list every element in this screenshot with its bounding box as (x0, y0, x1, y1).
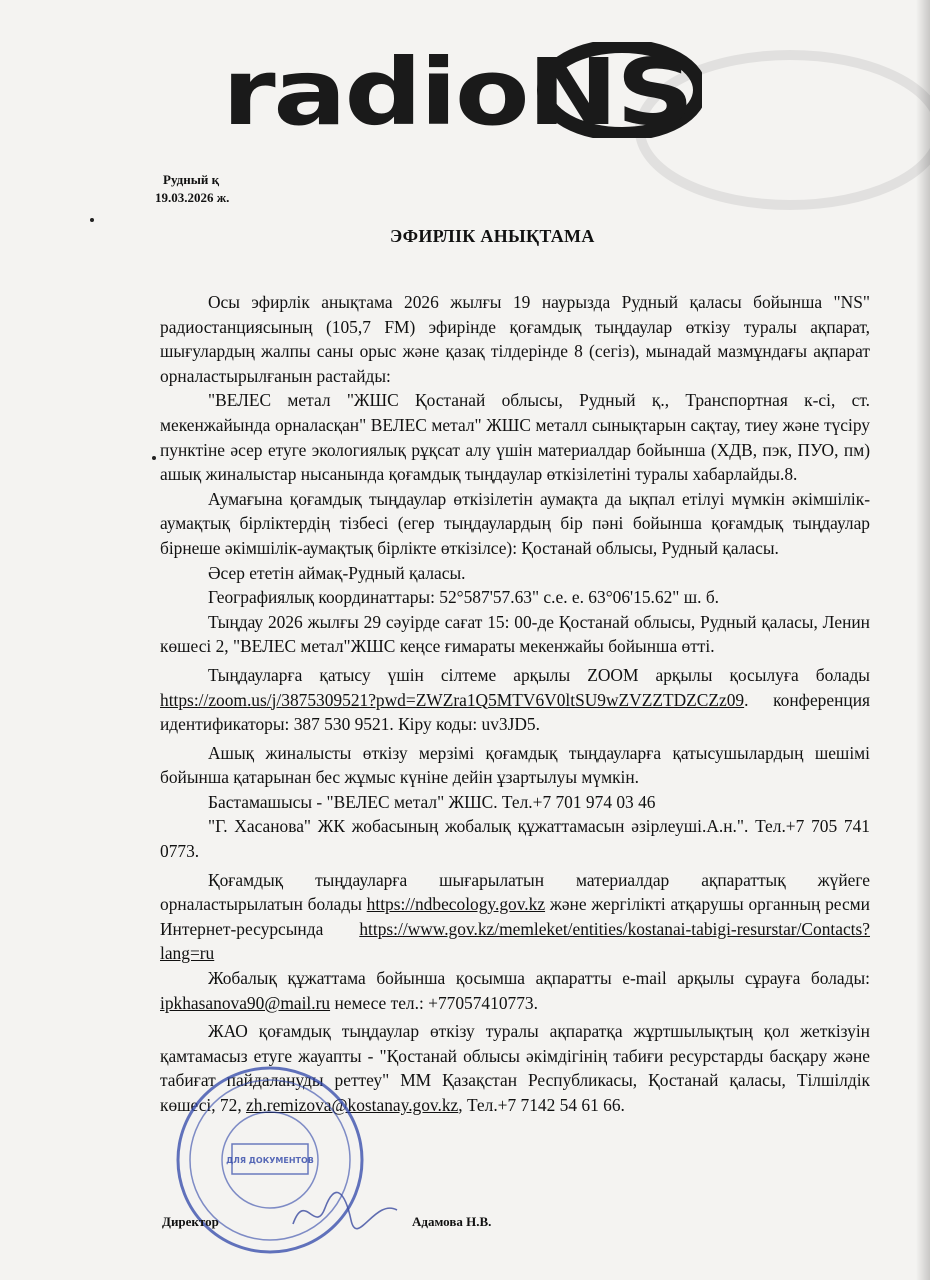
signer-name: Адамова Н.В. (412, 1214, 492, 1229)
ndbecology-link[interactable]: https://ndbecology.gov.kz (366, 894, 546, 915)
paragraph-impact-zone: Әсер ететін аймақ-Рудный қаласы. (208, 562, 466, 583)
paragraph-extension: Ашық жиналысты өткізу мерзімі қоғамдық тыңдауларға қатысушылардың шешімі бойынша қатарынан бес жұмыс күніне дейін ұзартылуы мүмкін. (160, 742, 870, 788)
document-title: ЭФИРЛІК АНЫҚТАМА (390, 226, 595, 246)
scan-speck (152, 456, 156, 460)
issue-city: Рудный қ (163, 172, 220, 187)
zoom-link[interactable]: https://zoom.us/j/3875309521?pwd=ZWZra1Q5MTV6V0ltSU9wZVZZTDZCZz09 (160, 689, 745, 710)
email-request-text-a: Жобалық құжаттама бойынша қосымша ақпаратты e-mail арқылы сұрауға болады: (208, 968, 870, 989)
paragraph-materials (160, 868, 870, 966)
document-body (160, 290, 870, 1118)
paragraph-hearing-time: Тыңдау 2026 жылғы 29 сәуірде сағат 15: 00-де Қостанай облысы, Рудный қаласы, Ленин көшесі 2, "ВЕЛЕС метал"ЖШС кеңсе ғимараты мекенжайы бойынша өтті. (160, 611, 870, 657)
director-signature (285, 1180, 405, 1240)
email-request-text-b: немесе тел.: +77057410773. (334, 992, 538, 1013)
signer-position: Директор (162, 1214, 219, 1229)
paragraph-intro: Осы эфирлік анықтама 2026 жылғы 19 наурызда Рудный қаласы бойынша "NS" радиостанциясының (105,7 FM) эфирінде қоғамдық тыңдаулар өткізу туралы ақпарат, шығулардың жалпы саны орыс және қазақ тілдерінде 8 (сегіз), мынадай мазмұндағы ақпарат орналастырылғанын растайды: (160, 292, 870, 386)
responsible-text-a: ЖАО қоғамдық тыңдаулар өткізу туралы ақпаратқа жұртшылықтың қол жеткізуін қамтамасыз етуге жауапты - "Қостанай облысы әкімдігінің табиғи ресурстарды басқару және табиғат пайдалануды реттеу" ММ Қазақстан Республикасы, Қостанай қаласы, Тілшілдік көшесі, 72, (160, 1021, 870, 1115)
radio-ns-logo (222, 42, 702, 138)
materials-text-a: Қоғамдық тыңдауларға шығарылатын материалдар ақпараттық жүйеге орналастырылатын болады (160, 869, 870, 915)
paragraph-initiator: Бастамашысы - "ВЕЛЕС метал" ЖШС. Тел.+7 701 974 03 46 (208, 791, 656, 812)
zoom-text: Тыңдауларға қатысу үшін сілтеме арқылы ZOOM арқылы қосылуға болады (208, 664, 870, 685)
paragraph-zoom: Тыңдауларға қатысу үшін сілтеме арқылы ZOOM арқылы қосылуға болады https://zoom.us/j/3875309521?pwd=ZWZra1Q5MTV6V0ltSU9wZVZZTDZCZz09. конференция идентификаторы: 387 530 9521. Кіру коды: uv3JD5. (160, 664, 870, 735)
zoom-conference-id: конференция идентификаторы: 387 530 9521. Кіру коды: uv3JD5. (160, 689, 870, 735)
paragraph-coordinates: Географиялық координаттары: 52°587'57.63" с.е. е. 63°06'15.62" ш. б. (208, 587, 720, 608)
paragraph-developer: "Г. Хасанова" ЖК жобасының жобалық құжаттамасын әзірлеуші.А.н.". Тел.+7 705 741 0773. (160, 816, 870, 862)
gov-kz-link[interactable]: https://www.gov.kz/memleket/entities/kostanai-tabigi-resurstar/Contacts?lang=ru (160, 918, 870, 964)
materials-text-b: және жергілікті атқарушы органның ресми Интернет-ресурсында (160, 894, 870, 939)
paragraph-announcement: "ВЕЛЕС метал "ЖШС Қостанай облысы, Рудный қ., Транспортная к-сі, ст. мекенжайында орналасқан" ВЕЛЕС метал" ЖШС металл сынықтарын сақтау, тиеу және түсіру пунктіне әсер етуге экологиялық рұқсат алу үшін материалдар бойынша (ХДВ, пэк, ПУО, пм) ашық жиналыстар нысанында қоғамдық тыңдаулар өткізілетіні туралы хабарлайды.8. (160, 390, 870, 485)
page-edge-shadow (916, 0, 930, 1280)
responsible-email-link[interactable]: zh.remizova@kostanay.gov.kz (246, 1095, 459, 1115)
issue-date: 19.03.2026 ж. (155, 190, 230, 205)
responsible-text-b: , Тел.+7 7142 54 61 66. (458, 1095, 625, 1115)
scan-speck (90, 218, 94, 222)
logo-text: radioNS (222, 42, 692, 138)
paragraph-email-request (160, 966, 870, 1015)
paragraph-admin-units: Аумағына қоғамдық тыңдаулар өткізілетін аумақта да ықпал етілуі мүмкін әкімшілік-аумақтық бірліктердің тізбесі (егер тыңдаулардың бір пәні бойынша қоғамдық тыңдаулар бірнеше әкімшілік-аумақтық бірлікте өткізілсе): Қостанай облысы, Рудный қаласы. (160, 488, 870, 558)
developer-email-link[interactable]: ipkhasanova90@mail.ru (160, 992, 331, 1013)
stamp-center-text: ДЛЯ ДОКУМЕНТОВ (226, 1156, 314, 1165)
